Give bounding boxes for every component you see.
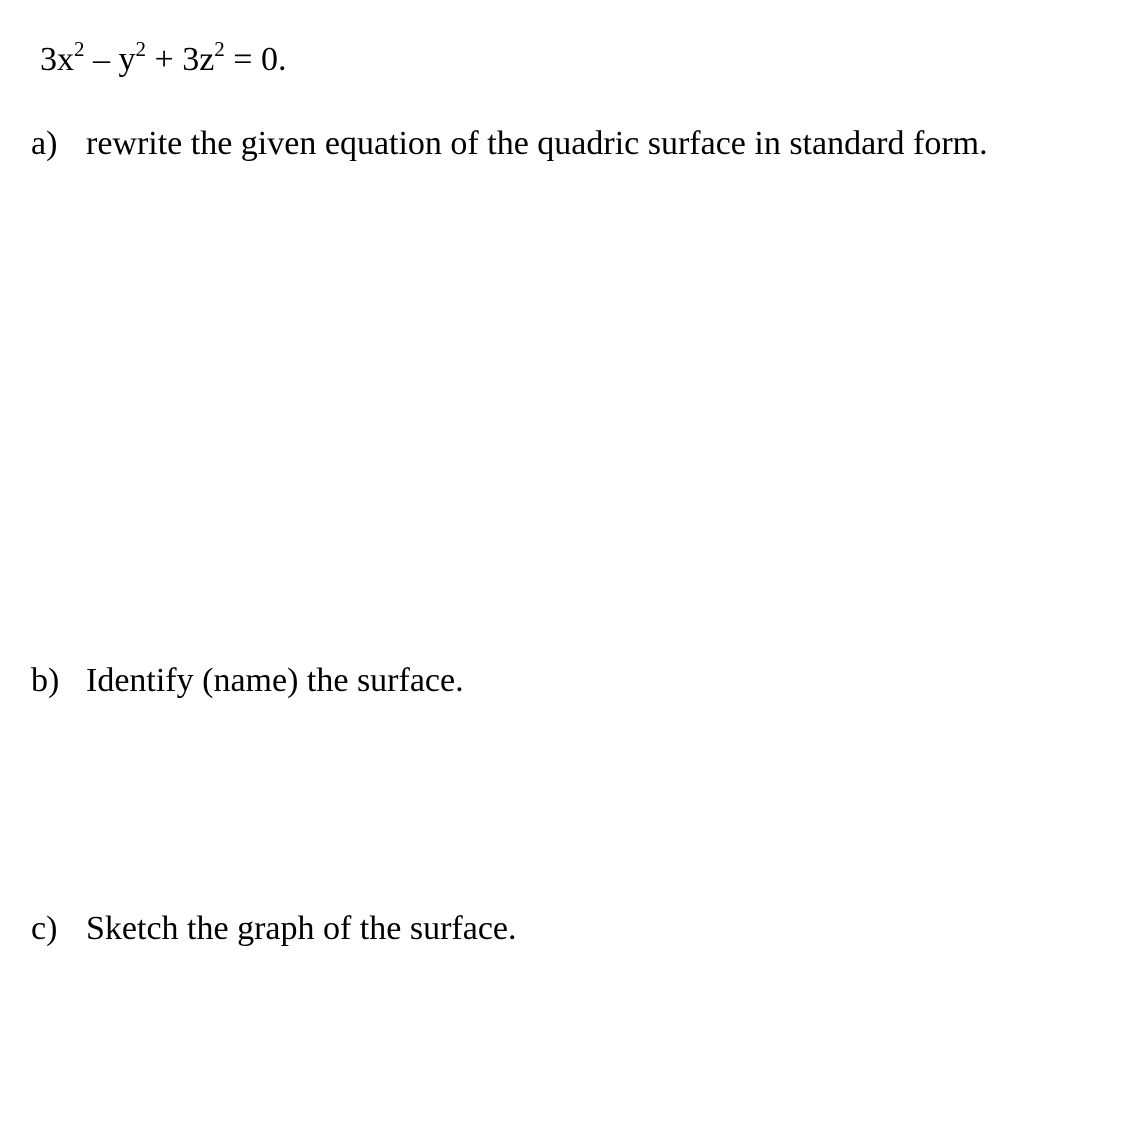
question-c-letter: c)	[31, 910, 58, 947]
operator-plus: +	[146, 41, 183, 78]
exponent-z: 2	[214, 37, 225, 61]
equation-term-x: 3x	[40, 41, 74, 78]
equation	[40, 38, 286, 85]
question-b-text: Identify (name) the surface.	[86, 662, 464, 699]
question-c-text: Sketch the graph of the surface.	[86, 910, 517, 947]
equation-term-z: 3z	[182, 41, 215, 78]
exponent-x: 2	[74, 37, 85, 61]
question-a	[31, 122, 988, 166]
question-c	[31, 907, 517, 951]
question-a-text: rewrite the given equation of the quadric surface in standard form.	[86, 125, 988, 162]
equation-term-y: y	[118, 41, 136, 78]
equation-rhs: = 0.	[224, 41, 287, 78]
question-a-letter: a)	[31, 125, 58, 162]
question-b	[31, 659, 464, 703]
question-b-letter: b)	[31, 662, 60, 699]
exponent-y: 2	[135, 37, 146, 61]
operator-minus: –	[84, 41, 119, 78]
